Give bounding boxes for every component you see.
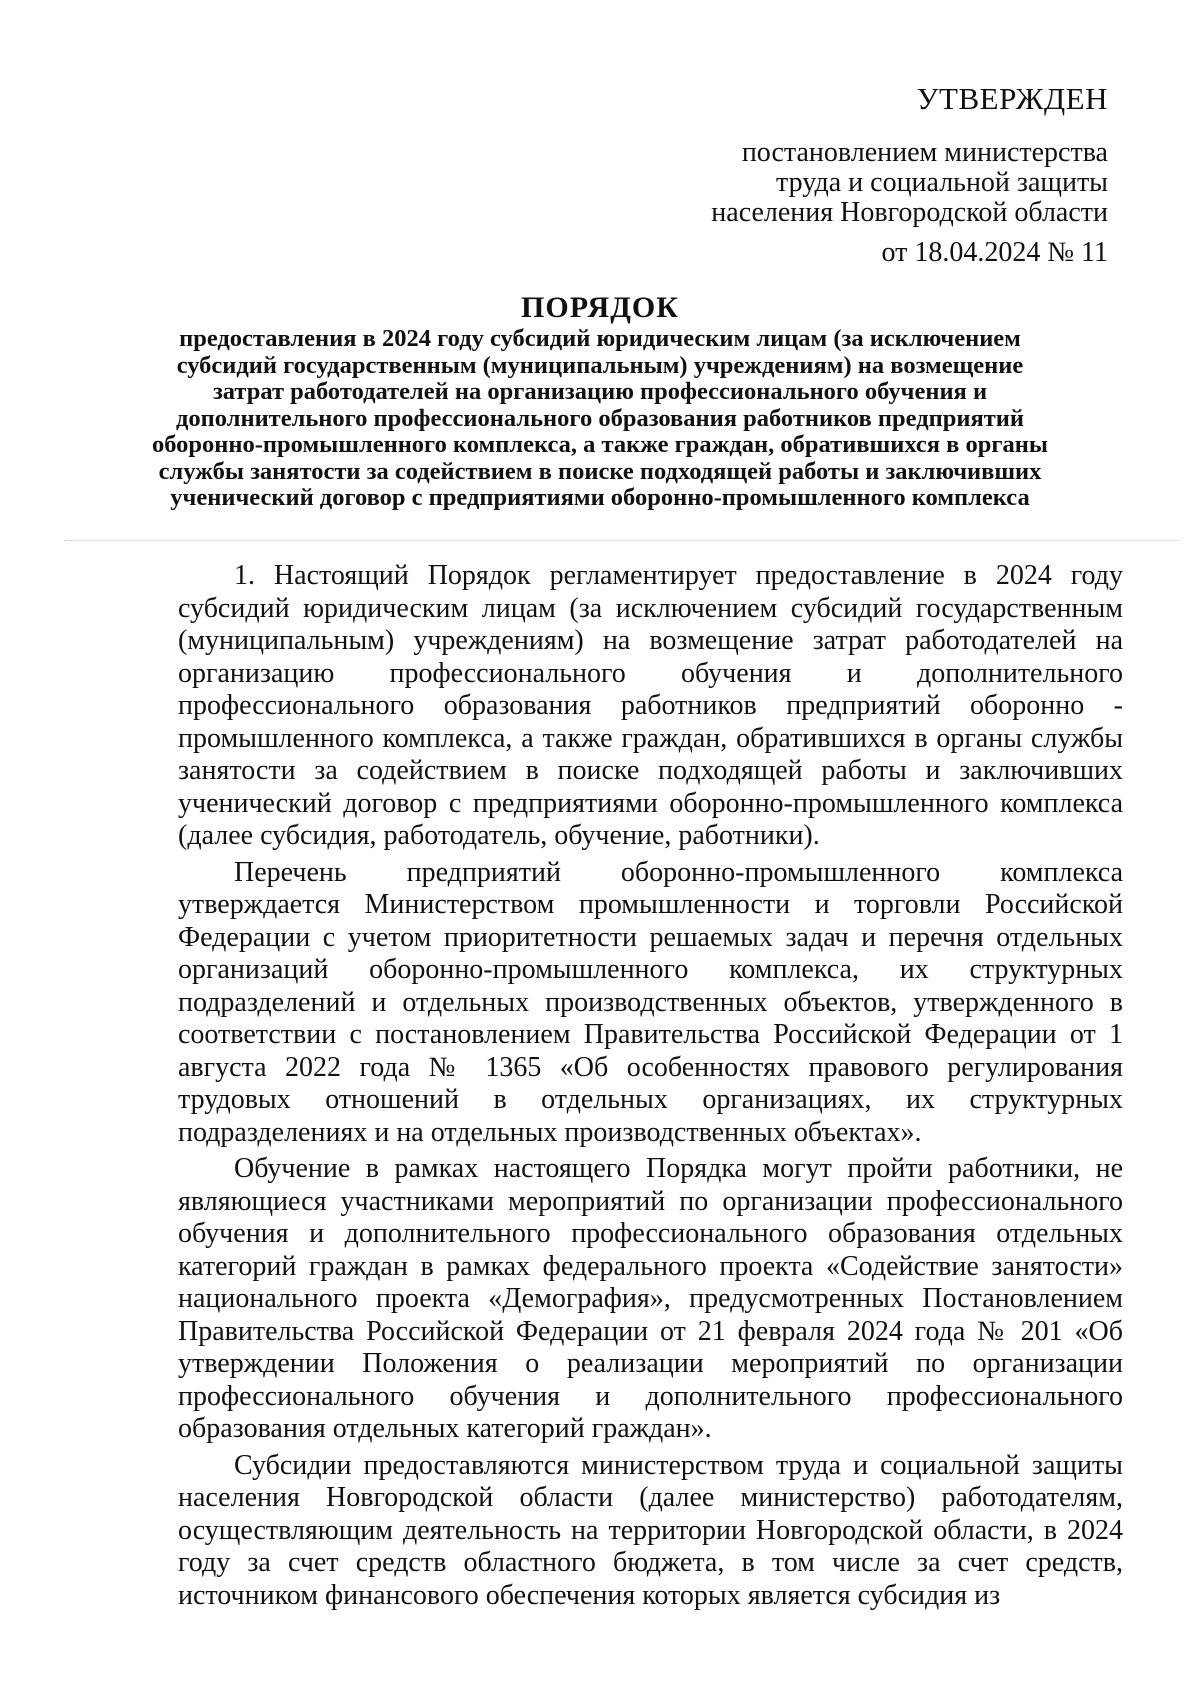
document-type-heading: ПОРЯДОК: [521, 291, 679, 324]
dotted-separator: [64, 540, 1180, 541]
approval-date-number: от 18.04.2024 № 11: [881, 237, 1108, 268]
document-title-block: [150, 292, 1050, 512]
body-paragraph-4: Субсидии предоставляются министерством труда и социальной защиты населения Новгородской области (далее министерство) работодателям, осуществляющим деятельность на территории Новгородской области, в 2024 году за счет средств областного бюджета, в том числе за счет средств, источником финансового обеспечения которых является субсидия из: [178, 1449, 1123, 1611]
approval-block: [711, 81, 1108, 268]
document-subtitle: предоставления в 2024 году субсидий юридическим лицам (за исключением субсидий государственным (муниципальным) учреждениям) на возмещение затрат работодателей на организацию профессионального обучения и дополнительного профессионального образования работников предприятий оборонно-промышленного комплекса, а также граждан, обратившихся в органы службы занятости за содействием в поиске подходящей работы и заключивших ученический договор с предприятиями оборонно-промышленного комплекса: [151, 325, 1048, 511]
document-body: [178, 560, 1123, 1616]
approval-line-1: постановлением министерства: [741, 137, 1108, 168]
approval-line-2: труда и социальной защиты: [776, 167, 1108, 198]
body-paragraph-3: Обучение в рамках настоящего Порядка могут пройти работники, не являющиеся участниками мероприятий по организации профессионального обучения и дополнительного профессионального образования отдельных категорий граждан в рамках федерального проекта «Содействие занятости» национального проекта «Демография», предусмотренных Постановлением Правительства Российской Федерации от 21 февраля 2024 года № 201 «Об утверждении Положения о реализации мероприятий по организации профессионального обучения и дополнительного профессионального образования отдельных категорий граждан».: [178, 1153, 1123, 1444]
approval-line-3: населения Новгородской области: [711, 197, 1108, 228]
body-paragraph-1: 1. Настоящий Порядок регламентирует предоставление в 2024 году субсидий юридическим лицам (за исключением субсидий государственным (муниципальным) учреждениям) на возмещение затрат работодателей на организацию профессионального обучения и дополнительного профессионального образования работников предприятий оборонно - промышленного комплекса, а также граждан, обратившихся в органы службы занятости за содействием в поиске подходящей работы и заключивших ученический договор с предприятиями оборонно-промышленного комплекса (далее субсидия, работодатель, обучение, работники).: [178, 560, 1123, 851]
approval-heading: УТВЕРЖДЕН: [916, 81, 1108, 116]
body-paragraph-2: Перечень предприятий оборонно-промышленного комплекса утверждается Министерством промышленности и торговли Российской Федерации с учетом приоритетности решаемых задач и перечня отдельных организаций оборонно-промышленного комплекса, их структурных подразделений и отдельных производственных объектов, утвержденного в соответствии с постановлением Правительства Российской Федерации от 1 августа 2022 года № 1365 «Об особенностях правового регулирования трудовых отношений в отдельных организациях, их структурных подразделениях и на отдельных производственных объектах».: [178, 856, 1123, 1148]
